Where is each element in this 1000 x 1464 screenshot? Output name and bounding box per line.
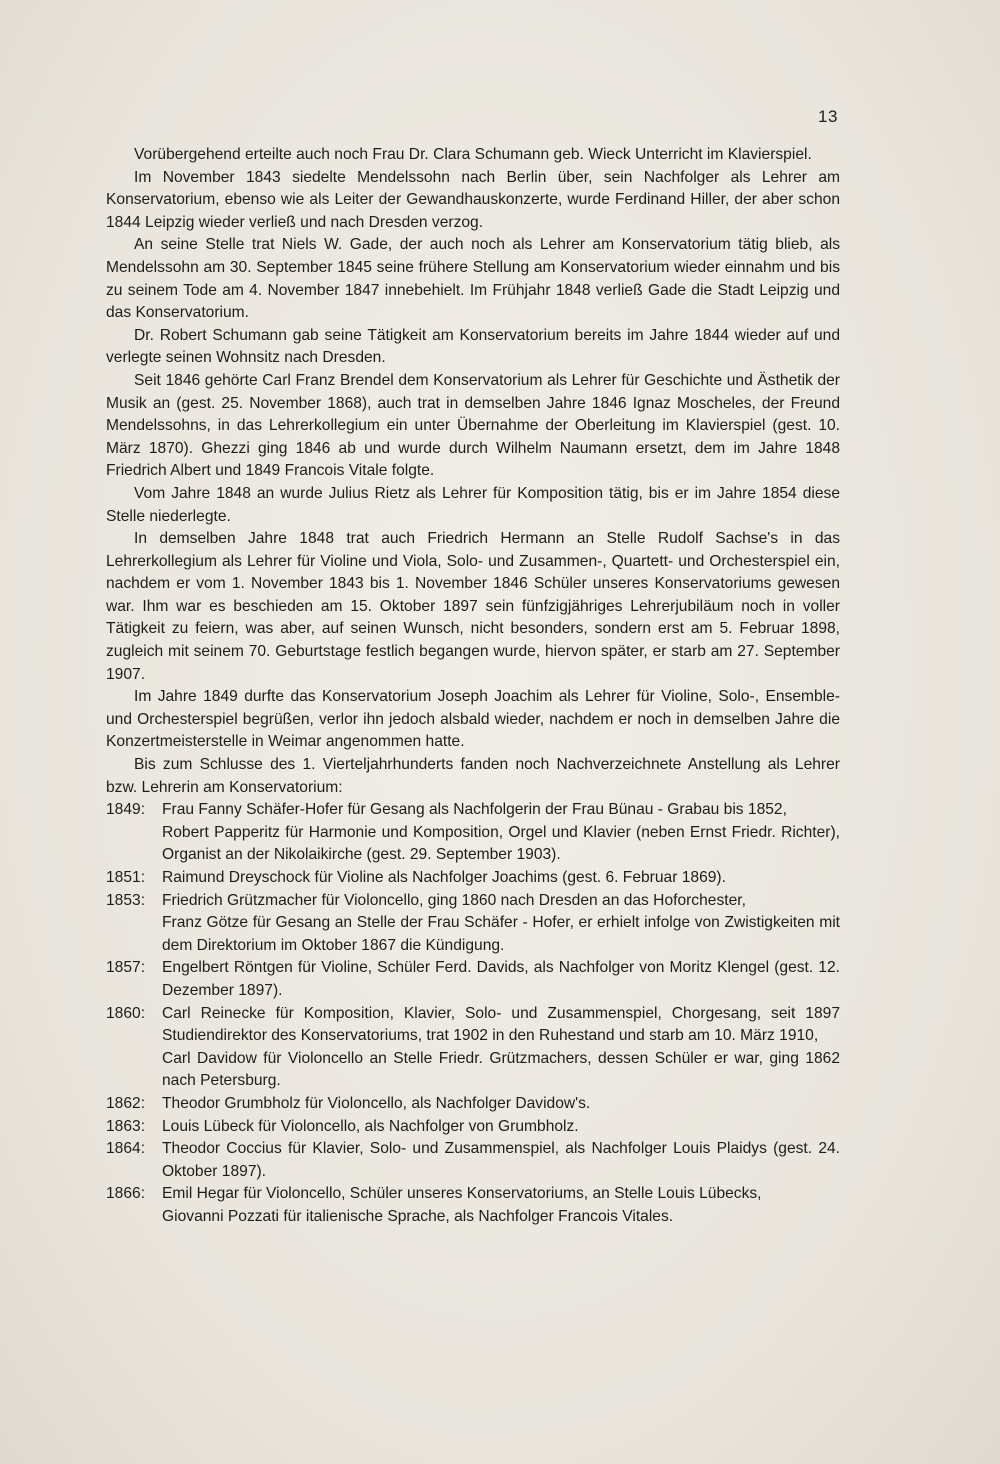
entry-text bbox=[162, 1093, 840, 1116]
entry-line: Theodor Grumbholz für Violoncello, als Nachfolger Davidow's. bbox=[162, 1094, 591, 1112]
paragraph: Dr. Robert Schumann gab seine Tätigkeit am Konservatorium bereits im Jahre 1844 wieder auf und verlegte seinen Wohnsitz nach Dresden. bbox=[106, 326, 840, 367]
entry-text bbox=[162, 1138, 840, 1183]
entry-line: Giovanni Pozzati für italienische Sprache, als Nachfolger Francois Vitales. bbox=[162, 1207, 674, 1225]
list-item bbox=[106, 957, 840, 1002]
list-item bbox=[106, 867, 840, 890]
entry-line: Franz Götze für Gesang an Stelle der Frau Schäfer - Hofer, er erhielt infolge von Zwistigkeiten mit dem Direktorium im Oktober 1867 die Kündigung. bbox=[162, 914, 840, 954]
entry-line: Louis Lübeck für Violoncello, als Nachfolger von Grumbholz. bbox=[162, 1117, 579, 1135]
list-item bbox=[106, 1183, 840, 1228]
entry-year: 1862: bbox=[106, 1094, 146, 1112]
list-item bbox=[106, 1138, 840, 1183]
paragraph: Bis zum Schlusse des 1. Vierteljahrhunderts fanden noch Nachverzeichnete Anstellung als Lehrer bzw. Lehrerin am Konservatorium: bbox=[106, 756, 840, 796]
entry-text bbox=[162, 1116, 840, 1139]
paragraph: Seit 1846 gehörte Carl Franz Brendel dem Konservatorium als Lehrer für Geschichte und Ästhetik der Musik an (gest. 25. November 1868), auch trat in demselben Jahre 1846 Ignaz Moscheles, der Freund Mendelssohns, in das Lehrerkollegium ein unter Übernahme der Oberleitung im Klavierspiel (gest. 10. März 1870). Ghezzi ging 1846 ab und wurde durch Wilhelm Naumann ersetzt, dem im Jahre 1848 Friedrich Albert und 1849 Francois Vitale folgte. bbox=[106, 371, 840, 480]
list-item bbox=[106, 799, 840, 867]
list-item bbox=[106, 1116, 840, 1139]
entry-year: 1857: bbox=[106, 959, 146, 977]
entry-text bbox=[162, 957, 840, 1002]
entry-year: 1863: bbox=[106, 1117, 146, 1135]
entry-text bbox=[162, 890, 840, 958]
list-item bbox=[106, 1003, 840, 1093]
paragraph: Im Jahre 1849 durfte das Konservatorium Joseph Joachim als Lehrer für Violine, Solo-, Ensemble- und Orchesterspiel begrüßen, verlor ihn jedoch alsbald wieder, nachdem er noch in demselben Jahre die Konzertmeisterstelle in Weimar angenommen hatte. bbox=[106, 688, 840, 751]
paragraph: Vorübergehend erteilte auch noch Frau Dr. Clara Schumann geb. Wieck Unterricht im Klavierspiel. bbox=[134, 146, 812, 163]
entry-line: Emil Hegar für Violoncello, Schüler unseres Konservatoriums, an Stelle Louis Lübecks, bbox=[162, 1185, 762, 1203]
page-number: 13 bbox=[818, 107, 838, 126]
entry-line: Theodor Coccius für Klavier, Solo- und Zusammenspiel, als Nachfolger Louis Plaidys (gest. 24. Oktober 1897). bbox=[162, 1140, 840, 1180]
entry-year: 1849: bbox=[106, 801, 146, 819]
entry-year: 1866: bbox=[106, 1185, 146, 1203]
entry-text bbox=[162, 867, 840, 890]
entry-text bbox=[162, 1003, 840, 1093]
paragraph: An seine Stelle trat Niels W. Gade, der auch noch als Lehrer am Konservatorium tätig blieb, als Mendelssohn am 30. September 1845 seine frühere Stellung am Konservatorium wieder einnahm und bis zu seinem Tode am 4. November 1847 innebehielt. Im Frühjahr 1848 verließ Gade die Stadt Leipzig und das Konservatorium. bbox=[106, 236, 840, 322]
entry-line: Carl Reinecke für Komposition, Klavier, Solo- und Zusammenspiel, Chorgesang, seit 1897 Studiendirektor des Konservatoriums, trat 1902 in den Ruhestand und starb am 10. März 1910, bbox=[162, 1004, 840, 1045]
list-item bbox=[106, 890, 840, 958]
entry-line: Frau Fanny Schäfer-Hofer für Gesang als Nachfolgerin der Frau Bünau - Grabau bis 1852, bbox=[162, 801, 787, 819]
paragraph: Im November 1843 siedelte Mendelssohn nach Berlin über, sein Nachfolger als Lehrer am Konservatorium, ebenso wie als Leiter der Gewandhauskonzerte, wurde Ferdinand Hiller, der aber schon 1844 Leipzig wieder verließ und nach Dresden verzog. bbox=[106, 168, 840, 231]
entry-line: Carl Davidow für Violoncello an Stelle Friedr. Grützmachers, dessen Schüler er war, ging 1862 nach Petersburg. bbox=[162, 1049, 840, 1090]
entry-year: 1860: bbox=[106, 1004, 146, 1022]
entry-year: 1853: bbox=[106, 891, 146, 909]
entry-text bbox=[162, 799, 840, 867]
entry-text bbox=[162, 1183, 840, 1228]
entry-year: 1864: bbox=[106, 1140, 146, 1158]
teacher-list bbox=[106, 799, 840, 1228]
paragraph: Vom Jahre 1848 an wurde Julius Rietz als Lehrer für Komposition tätig, bis er im Jahre 1854 diese Stelle niederlegte. bbox=[106, 484, 840, 525]
body-text bbox=[106, 144, 840, 1229]
entry-line: Friedrich Grützmacher für Violoncello, ging 1860 nach Dresden an das Hoforchester, bbox=[162, 891, 746, 909]
list-item bbox=[106, 1093, 840, 1116]
entry-year: 1851: bbox=[106, 869, 146, 886]
paragraph: In demselben Jahre 1848 trat auch Friedrich Hermann an Stelle Rudolf Sachse's in das Lehrerkollegium als Lehrer für Violine und Viola, Solo- und Zusammen-, Quartett- und Orchesterspiel ein, nachdem er vom 1. November 1843 bis 1. November 1846 Schüler unseres Konservatoriums gewesen war. Ihm war es beschieden am 15. Oktober 1897 sein fünfzigjähriges Lehrerjubiläum noch in voller Tätigkeit zu feiern, was aber, auf seinen Wunsch, nicht besonders, sondern erst am 5. Februar 1898, zugleich mit seinem 70. Geburtstage festlich begangen wurde, hiervon später, er starb am 27. September 1907. bbox=[106, 530, 840, 683]
entry-line: Engelbert Röntgen für Violine, Schüler Ferd. Davids, als Nachfolger von Moritz Klengel (gest. 12. Dezember 1897). bbox=[162, 959, 840, 999]
entry-line: Robert Papperitz für Harmonie und Komposition, Orgel und Klavier (neben Ernst Friedr. Richter), Organist an der Nikolaikirche (gest. 29. September 1903). bbox=[162, 823, 840, 864]
entry-line: Raimund Dreyschock für Violine als Nachfolger Joachims (gest. 6. Februar 1869). bbox=[162, 869, 726, 886]
